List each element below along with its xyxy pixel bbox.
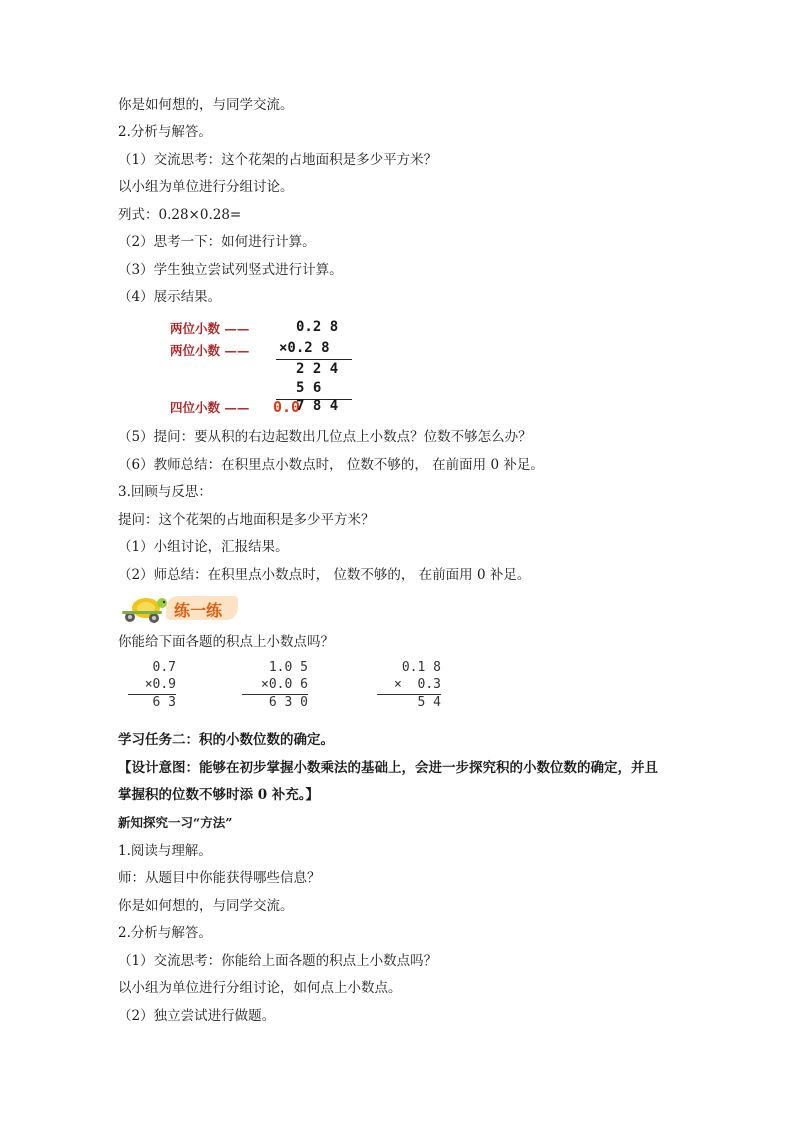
exercise-multiplier: ×0.0 6: [261, 677, 308, 692]
exercise-3: [377, 660, 441, 710]
turtle-icon: [118, 594, 170, 624]
text-line: 师：从题目中你能获得哪些信息？: [118, 870, 321, 886]
calc-multiplicand: 0.2 8: [296, 319, 339, 335]
exercise-product: 5 4: [417, 695, 441, 710]
calc-partial-product: 2 2 4: [296, 361, 339, 377]
calc-label-four-decimals: 四位小数 ——: [170, 400, 250, 415]
calc-rule: [276, 359, 352, 360]
text-line: 以小组为单位进行分组讨论，如何点上小数点。: [118, 980, 402, 996]
text-line: （1）交流思考：这个花架的占地面积是多少平方米？: [118, 152, 438, 168]
text-line: （2）师总结：在积里点小数点时， 位数不够的， 在前面用 0 补足。: [118, 567, 531, 583]
exercise-2: [242, 660, 308, 710]
exercise-multiplier: × 0.3: [394, 677, 441, 692]
text-line: （1）交流思考：你能给上面各题的积点上小数点吗？: [118, 953, 438, 969]
text-line: （2）思考一下：如何进行计算。: [118, 234, 316, 250]
exercise-multiplicand: 1.0 5: [268, 660, 308, 675]
section-heading: 2.分析与解答。: [118, 124, 212, 140]
exercise-1: [128, 660, 176, 710]
text-line: （6）教师总结：在积里点小数点时， 位数不够的， 在前面用 0 补足。: [118, 457, 544, 473]
exercise-multiplicand: 0.7: [152, 660, 176, 675]
practice-banner: [118, 592, 248, 624]
calc-added-zeros: 0.0: [273, 398, 301, 416]
exercise-product: 6 3 0: [268, 695, 308, 710]
section-heading: 3.回顾与反思：: [118, 484, 212, 500]
calc-label-two-decimals: 两位小数 ——: [170, 343, 250, 358]
calc-label-two-decimals: 两位小数 ——: [170, 321, 250, 336]
text-line: 提问：这个花架的占地面积是多少平方米？: [118, 512, 375, 528]
text-line: 你是如何想的，与同学交流。: [118, 898, 294, 914]
formula-line: 列式：0.28×0.28=: [118, 207, 242, 223]
design-intent: 掌握积的位数不够时添 0 补充。】: [118, 787, 320, 803]
text-line: 你能给下面各题的积点上小数点吗？: [118, 634, 334, 650]
calc-multiplier: ×0.2 8: [279, 340, 330, 356]
exercise-multiplier: ×0.9: [144, 677, 176, 692]
text-line: （3）学生独立尝试列竖式进行计算。: [118, 262, 343, 278]
exercise-multiplicand: 0.1 8: [401, 660, 441, 675]
text-line: （2）独立尝试进行做题。: [118, 1008, 276, 1024]
calc-product: 7 8 4: [296, 398, 339, 414]
text-line: 你是如何想的，与同学交流。: [118, 97, 294, 113]
section-heading: 1.阅读与理解。: [118, 843, 212, 859]
text-line: （4）展示结果。: [118, 289, 222, 305]
exercise-product: 6 3: [152, 695, 176, 710]
design-intent: 【设计意图：能够在初步掌握小数乘法的基础上，会进一步探究积的小数位数的确定，并且: [118, 760, 658, 776]
section-heading: 2.分析与解答。: [118, 925, 212, 941]
banner-label: 练一练: [174, 601, 223, 620]
text-line: （5）提问：要从积的右边起数出几位点上小数点？位数不够怎么办？: [118, 429, 532, 445]
text-line: （1）小组讨论，汇报结果。: [118, 539, 289, 555]
calc-partial-product: 5 6: [296, 380, 322, 396]
text-line: 以小组为单位进行分组讨论。: [118, 179, 294, 195]
vertical-multiplication: [170, 316, 370, 416]
subsection-heading: 新知探究一习“方法”: [118, 815, 233, 830]
task-heading: 学习任务二：积的小数位数的确定。: [118, 732, 334, 748]
